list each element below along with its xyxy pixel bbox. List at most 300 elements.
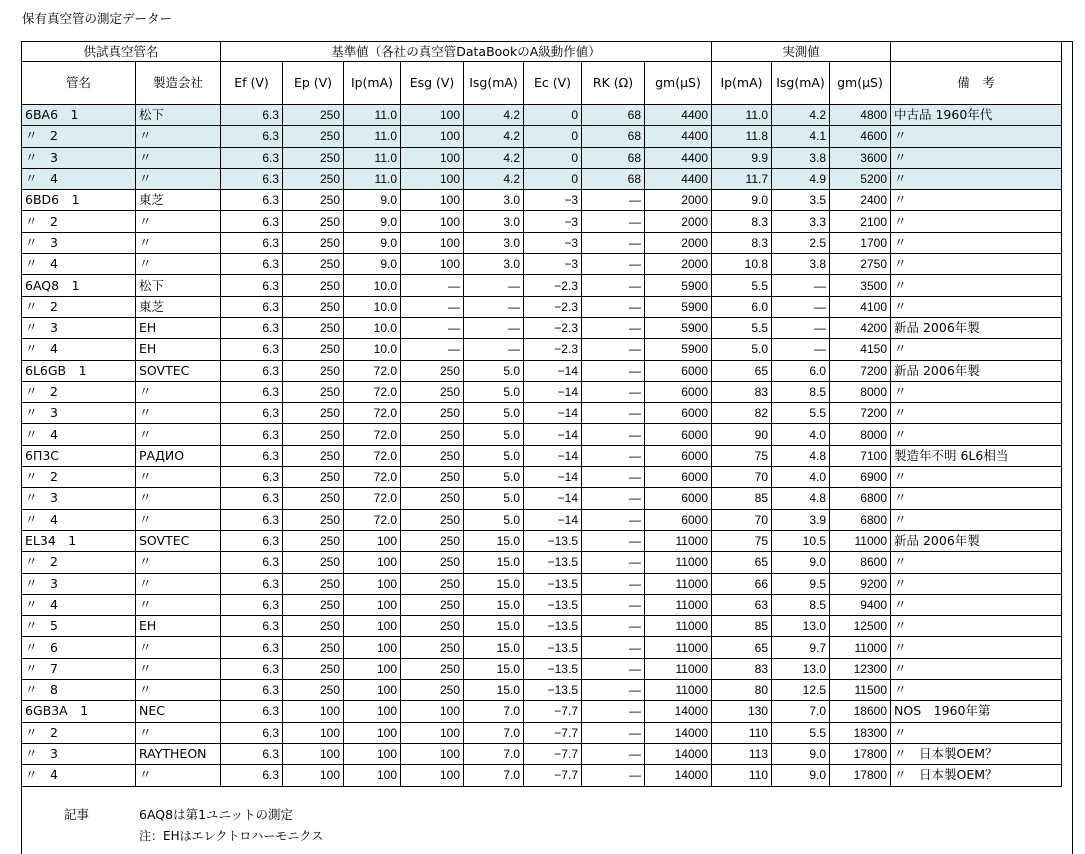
table-cell: 〃	[136, 168, 221, 189]
table-cell: 11000	[645, 680, 712, 701]
table-row	[22, 275, 1062, 296]
table-cell: 松下	[136, 275, 221, 296]
table-cell: 〃	[891, 573, 1062, 594]
table-cell: 〃	[891, 339, 1062, 360]
table-cell: —	[582, 232, 645, 253]
table-cell: 250	[283, 680, 344, 701]
table-cell: −7.7	[524, 765, 582, 786]
table-cell: 11.0	[344, 105, 401, 126]
table-cell: 5900	[645, 275, 712, 296]
table-cell: 8.5	[772, 594, 830, 615]
table-row	[22, 403, 1062, 424]
table-cell: 東芝	[136, 296, 221, 317]
table-cell: —	[582, 680, 645, 701]
table-cell: 3500	[830, 275, 891, 296]
table-cell: 100	[401, 190, 464, 211]
table-cell: 2100	[830, 211, 891, 232]
table-cell: −14	[524, 509, 582, 530]
table-row	[22, 445, 1062, 466]
table-cell: −14	[524, 445, 582, 466]
table-cell: 250	[283, 126, 344, 147]
table-cell: 〃	[136, 594, 221, 615]
table-cell: 100	[344, 552, 401, 573]
table-cell: 100	[401, 254, 464, 275]
table-cell: 6000	[645, 403, 712, 424]
table-cell: −14	[524, 424, 582, 445]
table-cell: 14000	[645, 722, 712, 743]
table-cell: 〃 3	[22, 573, 136, 594]
table-cell: 72.0	[344, 360, 401, 381]
table-row	[22, 530, 1062, 551]
table-cell: 6.3	[221, 530, 283, 551]
table-cell: 250	[283, 467, 344, 488]
table-cell: 250	[283, 509, 344, 530]
table-cell: 〃 2	[22, 722, 136, 743]
table-cell: 5.0	[464, 467, 524, 488]
header-rk: RK (Ω)	[582, 62, 645, 105]
table-cell: 110	[712, 722, 772, 743]
header-ec: Ec (V)	[524, 62, 582, 105]
table-cell: —	[582, 317, 645, 338]
table-cell: 4400	[645, 126, 712, 147]
table-cell: 100	[401, 147, 464, 168]
table-cell: 〃 2	[22, 126, 136, 147]
table-cell: 〃 4	[22, 765, 136, 786]
table-cell: 〃 3	[22, 232, 136, 253]
table-cell: 11000	[830, 530, 891, 551]
table-cell: 5.5	[772, 722, 830, 743]
table-row	[22, 765, 1062, 786]
table-cell: 100	[401, 126, 464, 147]
table-cell: 12500	[830, 616, 891, 637]
table-cell: 6.3	[221, 296, 283, 317]
table-cell: 5.0	[464, 360, 524, 381]
table-cell: —	[772, 339, 830, 360]
table-cell: 5.0	[464, 381, 524, 402]
table-cell: 9.7	[772, 637, 830, 658]
table-cell: 〃 4	[22, 254, 136, 275]
table-cell: 14000	[645, 765, 712, 786]
table-cell: 68	[582, 126, 645, 147]
table-row	[22, 126, 1062, 147]
table-cell: 〃	[136, 722, 221, 743]
table-cell: —	[582, 445, 645, 466]
table-cell: —	[464, 339, 524, 360]
table-cell: 72.0	[344, 467, 401, 488]
table-cell: 0	[524, 105, 582, 126]
table-cell: 〃	[891, 424, 1062, 445]
table-cell: 6GB3A 1	[22, 701, 136, 722]
table-cell: 8.3	[712, 211, 772, 232]
table-row	[22, 381, 1062, 402]
table-cell: SOVTEC	[136, 360, 221, 381]
table-cell: 6.3	[221, 509, 283, 530]
table-row	[22, 509, 1062, 530]
table-cell: 250	[283, 381, 344, 402]
table-cell: —	[582, 190, 645, 211]
table-cell: 9.0	[772, 552, 830, 573]
table-cell: 6.3	[221, 467, 283, 488]
table-cell: 113	[712, 743, 772, 764]
header-measured-gm: gm(μS)	[830, 62, 891, 105]
table-cell: 〃	[136, 467, 221, 488]
table-cell: EH	[136, 616, 221, 637]
table-row	[22, 296, 1062, 317]
table-cell: 6.3	[221, 168, 283, 189]
table-cell: 3.0	[464, 190, 524, 211]
table-cell: —	[401, 317, 464, 338]
table-cell: 17800	[830, 765, 891, 786]
table-cell: 製造年不明 6L6相当	[891, 445, 1062, 466]
table-row	[22, 254, 1062, 275]
table-row	[22, 658, 1062, 679]
table-cell: 2000	[645, 232, 712, 253]
table-cell: 6000	[645, 381, 712, 402]
tube-data-table	[21, 41, 1062, 787]
table-cell: —	[582, 765, 645, 786]
table-cell: 〃	[891, 552, 1062, 573]
table-cell: 10.5	[772, 530, 830, 551]
table-cell: 250	[283, 168, 344, 189]
table-cell: 5.0	[464, 488, 524, 509]
table-cell: 5900	[645, 339, 712, 360]
table-cell: 6000	[645, 467, 712, 488]
table-cell: 6П3C	[22, 445, 136, 466]
table-cell: 100	[344, 701, 401, 722]
table-cell: −2.3	[524, 339, 582, 360]
table-cell: 250	[283, 552, 344, 573]
table-cell: 6.3	[221, 424, 283, 445]
table-row	[22, 616, 1062, 637]
table-cell: −13.5	[524, 552, 582, 573]
table-cell: 100	[344, 530, 401, 551]
table-cell: 〃	[891, 126, 1062, 147]
table-row	[22, 168, 1062, 189]
table-cell: 5.5	[712, 317, 772, 338]
table-cell: 10.0	[344, 317, 401, 338]
table-cell: 〃	[136, 254, 221, 275]
table-cell: 65	[712, 552, 772, 573]
table-cell: 11000	[645, 616, 712, 637]
table-cell: −14	[524, 381, 582, 402]
table-cell: 6.3	[221, 765, 283, 786]
table-cell: 250	[283, 445, 344, 466]
table-cell: 8.3	[712, 232, 772, 253]
table-cell: 5900	[645, 296, 712, 317]
table-cell: 15.0	[464, 637, 524, 658]
table-cell: 〃	[136, 658, 221, 679]
table-cell: 100	[344, 594, 401, 615]
table-cell: —	[582, 509, 645, 530]
table-cell: 〃	[891, 658, 1062, 679]
table-cell: 7.0	[464, 765, 524, 786]
table-cell: 75	[712, 530, 772, 551]
header-esg: Esg (V)	[401, 62, 464, 105]
table-cell: 3.0	[464, 254, 524, 275]
header-tube-name: 管名	[22, 62, 136, 105]
table-cell: 6.3	[221, 722, 283, 743]
table-cell: 4100	[830, 296, 891, 317]
table-cell: 〃	[136, 509, 221, 530]
table-cell: 9.0	[772, 743, 830, 764]
table-cell: —	[401, 296, 464, 317]
table-cell: 6.3	[221, 594, 283, 615]
table-cell: 〃 2	[22, 296, 136, 317]
table-cell: −2.3	[524, 296, 582, 317]
table-cell: 〃	[136, 126, 221, 147]
table-cell: 6000	[645, 445, 712, 466]
table-cell: 〃 4	[22, 424, 136, 445]
table-cell: 4400	[645, 105, 712, 126]
table-cell: 83	[712, 381, 772, 402]
table-cell: 6.3	[221, 680, 283, 701]
table-cell: 6.3	[221, 360, 283, 381]
table-cell: —	[582, 573, 645, 594]
table-cell: 〃	[891, 722, 1062, 743]
table-row	[22, 722, 1062, 743]
table-cell: —	[401, 339, 464, 360]
table-cell: 100	[344, 658, 401, 679]
table-cell: 3.8	[772, 147, 830, 168]
table-cell: 6.3	[221, 658, 283, 679]
table-cell: 11500	[830, 680, 891, 701]
table-row	[22, 339, 1062, 360]
table-cell: 〃	[136, 424, 221, 445]
table-cell: 〃	[136, 552, 221, 573]
table-cell: 6.3	[221, 381, 283, 402]
table-cell: 11000	[645, 637, 712, 658]
table-cell: 6.3	[221, 445, 283, 466]
table-cell: РАДИО	[136, 445, 221, 466]
table-cell: 4.8	[772, 488, 830, 509]
table-cell: 6.3	[221, 616, 283, 637]
table-cell: −13.5	[524, 573, 582, 594]
table-cell: 9.0	[344, 254, 401, 275]
table-row	[22, 467, 1062, 488]
table-cell: 250	[401, 573, 464, 594]
table-cell: 100	[401, 765, 464, 786]
table-cell: 15.0	[464, 552, 524, 573]
table-cell: —	[582, 403, 645, 424]
table-cell: −3	[524, 254, 582, 275]
table-cell: 3.0	[464, 211, 524, 232]
table-cell: 14000	[645, 743, 712, 764]
table-cell: SOVTEC	[136, 530, 221, 551]
table-cell: 250	[283, 232, 344, 253]
table-cell: —	[582, 254, 645, 275]
header-measured-ip: Ip(mA)	[712, 62, 772, 105]
table-cell: 11000	[645, 594, 712, 615]
table-cell: 6.3	[221, 488, 283, 509]
table-cell: 9.0	[712, 190, 772, 211]
table-cell: 6.3	[221, 701, 283, 722]
table-cell: 〃	[891, 211, 1062, 232]
table-cell: 〃 2	[22, 381, 136, 402]
table-cell: 0	[524, 126, 582, 147]
page-title: 保有真空管の測定データー	[22, 11, 173, 26]
table-cell: 250	[283, 317, 344, 338]
table-cell: 8.5	[772, 381, 830, 402]
table-cell: 9400	[830, 594, 891, 615]
table-cell: 10.0	[344, 275, 401, 296]
table-cell: 3600	[830, 147, 891, 168]
table-cell: 100	[344, 637, 401, 658]
table-cell: 5.0	[712, 339, 772, 360]
header-ef: Ef (V)	[221, 62, 283, 105]
table-cell: −2.3	[524, 275, 582, 296]
table-cell: 〃	[891, 232, 1062, 253]
header-group-reference: 基準値（各社の真空管DataBookのA級動作値）	[221, 42, 712, 62]
table-cell: 3.0	[464, 232, 524, 253]
table-cell: 6800	[830, 488, 891, 509]
table-cell: —	[582, 743, 645, 764]
table-cell: 〃 4	[22, 339, 136, 360]
table-cell: 100	[344, 616, 401, 637]
table-cell: 250	[283, 616, 344, 637]
table-cell: −13.5	[524, 530, 582, 551]
table-cell: 東芝	[136, 190, 221, 211]
table-cell: 〃	[891, 254, 1062, 275]
table-cell: 〃 3	[22, 317, 136, 338]
table-cell: 12300	[830, 658, 891, 679]
table-cell: 80	[712, 680, 772, 701]
table-cell: 250	[283, 190, 344, 211]
header-group-row	[22, 42, 1062, 62]
table-cell: −13.5	[524, 658, 582, 679]
table-cell: 10.0	[344, 296, 401, 317]
table-row	[22, 317, 1062, 338]
table-cell: 3.9	[772, 509, 830, 530]
table-cell: 〃	[136, 637, 221, 658]
table-cell: 13.0	[772, 616, 830, 637]
notes-label: 記事	[64, 807, 90, 822]
table-cell: 新品 2006年製	[891, 530, 1062, 551]
table-cell: —	[582, 467, 645, 488]
table-cell: −7.7	[524, 701, 582, 722]
table-cell: 5200	[830, 168, 891, 189]
table-cell: 11000	[645, 658, 712, 679]
table-cell: 250	[401, 637, 464, 658]
table-cell: 4.8	[772, 445, 830, 466]
table-row	[22, 232, 1062, 253]
table-cell: —	[772, 275, 830, 296]
table-cell: 65	[712, 360, 772, 381]
table-row	[22, 190, 1062, 211]
table-cell: 11.0	[712, 105, 772, 126]
table-row	[22, 211, 1062, 232]
table-cell: 6.3	[221, 190, 283, 211]
table-cell: 5.5	[712, 275, 772, 296]
table-cell: 6800	[830, 509, 891, 530]
table-cell: 9.0	[344, 211, 401, 232]
table-cell: —	[582, 360, 645, 381]
table-cell: 6BA6 1	[22, 105, 136, 126]
table-cell: 250	[283, 254, 344, 275]
table-cell: 11000	[830, 637, 891, 658]
table-cell: 〃	[136, 381, 221, 402]
table-cell: 〃 7	[22, 658, 136, 679]
table-cell: 新品 2006年製	[891, 360, 1062, 381]
table-cell: 5.0	[464, 445, 524, 466]
table-cell: 250	[401, 530, 464, 551]
table-row	[22, 552, 1062, 573]
table-cell: 〃 4	[22, 509, 136, 530]
table-cell: 3.5	[772, 190, 830, 211]
table-cell: 18600	[830, 701, 891, 722]
table-cell: 250	[283, 403, 344, 424]
table-cell: 11.0	[344, 168, 401, 189]
table-cell: 250	[283, 594, 344, 615]
table-cell: 6.3	[221, 743, 283, 764]
table-cell: 72.0	[344, 424, 401, 445]
table-cell: 6L6GB 1	[22, 360, 136, 381]
table-cell: 68	[582, 105, 645, 126]
table-cell: 100	[344, 680, 401, 701]
table-cell: 〃	[891, 680, 1062, 701]
table-cell: EH	[136, 317, 221, 338]
table-cell: 4600	[830, 126, 891, 147]
table-cell: 〃 2	[22, 552, 136, 573]
table-cell: —	[772, 296, 830, 317]
table-cell: 6.3	[221, 552, 283, 573]
table-cell: 6.3	[221, 211, 283, 232]
table-cell: 11.0	[344, 147, 401, 168]
table-cell: 100	[401, 743, 464, 764]
table-cell: 〃	[891, 488, 1062, 509]
table-cell: −14	[524, 403, 582, 424]
table-cell: 6000	[645, 488, 712, 509]
table-cell: 〃 3	[22, 488, 136, 509]
table-cell: 250	[283, 658, 344, 679]
table-cell: 12.5	[772, 680, 830, 701]
table-cell: 〃	[891, 509, 1062, 530]
table-cell: 〃	[136, 680, 221, 701]
table-cell: 85	[712, 616, 772, 637]
table-cell: 7100	[830, 445, 891, 466]
table-cell: —	[401, 275, 464, 296]
table-cell: 6000	[645, 424, 712, 445]
table-cell: 8000	[830, 381, 891, 402]
table-cell: 中古品 1960年代	[891, 105, 1062, 126]
table-cell: 4200	[830, 317, 891, 338]
table-cell: 3.3	[772, 211, 830, 232]
table-cell: 100	[401, 232, 464, 253]
table-cell: 10.8	[712, 254, 772, 275]
table-cell: 〃	[891, 594, 1062, 615]
table-cell: 7200	[830, 360, 891, 381]
table-cell: 6000	[645, 509, 712, 530]
table-cell: 250	[401, 509, 464, 530]
table-row	[22, 573, 1062, 594]
table-cell: 82	[712, 403, 772, 424]
table-cell: −13.5	[524, 637, 582, 658]
table-cell: —	[464, 296, 524, 317]
table-cell: 〃	[891, 190, 1062, 211]
table-row	[22, 488, 1062, 509]
table-cell: 250	[283, 105, 344, 126]
table-cell: 100	[344, 765, 401, 786]
table-cell: NOS 1960年第	[891, 701, 1062, 722]
table-cell: −3	[524, 211, 582, 232]
table-cell: 〃 2	[22, 467, 136, 488]
table-cell: 4400	[645, 147, 712, 168]
table-cell: 72.0	[344, 445, 401, 466]
table-cell: 250	[401, 616, 464, 637]
table-cell: 250	[401, 680, 464, 701]
table-cell: 4800	[830, 105, 891, 126]
table-cell: 4.9	[772, 168, 830, 189]
table-cell: 〃	[136, 211, 221, 232]
